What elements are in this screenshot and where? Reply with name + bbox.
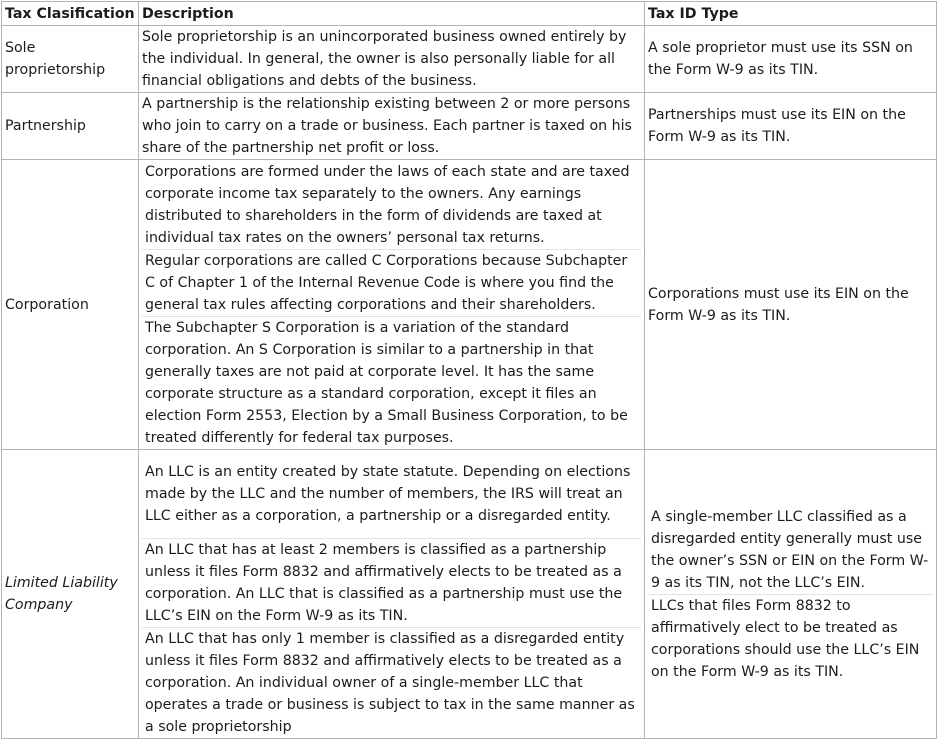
cell-classification-sole: Sole proprietorship xyxy=(2,26,139,93)
cell-description-partnership: A partnership is the relationship existing between 2 or more persons who join to carry on a trade or business. Each partner is taxed on his share of the partnership net profit or loss. xyxy=(139,93,645,160)
cell-classification-partnership: Partnership xyxy=(2,93,139,160)
llc-description-2: An LLC that has at least 2 members is classified as a partnership unless it files Form 8832 and affirmatively elects to be treated as a corporation. An LLC that is classified as a partnership must use the LLC’s EIN on the Form W-9 as its TIN. xyxy=(142,539,641,628)
corporation-description-2: Regular corporations are called C Corporations because Subchapter C of Chapter 1 of the Internal Revenue Code is where you find the general tax rules affecting corporations and their shareholders. xyxy=(142,250,641,317)
cell-description-llc xyxy=(139,450,645,739)
page xyxy=(0,1,937,741)
table-row-corporation xyxy=(2,160,937,450)
cell-tax-id-llc xyxy=(645,450,937,739)
header-tax-classification: Tax Clasification xyxy=(2,2,139,26)
corporation-description-3: The Subchapter S Corporation is a variation of the standard corporation. An S Corporation is similar to a partnership in that generally taxes are not paid at corporate level. It has the same corporate structure as a standard corporation, except it files an election Form 2553, Election by a Small Business Corporation, to be treated differently for federal tax purposes. xyxy=(145,319,628,446)
llc-tax-id-2: LLCs that files Form 8832 to affirmatively elect to be treated as corporations should use the LLC’s EIN on the Form W-9 as its TIN. xyxy=(651,597,920,680)
header-description: Description xyxy=(139,2,645,26)
header-tax-id-type: Tax ID Type xyxy=(645,2,937,26)
table-row-llc xyxy=(2,450,937,739)
tax-classification-table xyxy=(1,1,937,739)
cell-tax-id-sole: A sole proprietor must use its SSN on the Form W-9 as its TIN. xyxy=(645,26,937,93)
corporation-description-1: Corporations are formed under the laws of each state and are taxed corporate income tax separately to the owners. Any earnings distributed to shareholders in the form of dividends are taxed at individual tax rates on the owners’ personal tax returns. xyxy=(142,161,641,250)
cell-tax-id-corporation: Corporations must use its EIN on the Form W-9 as its TIN. xyxy=(645,160,937,450)
cell-classification-corporation: Corporation xyxy=(2,160,139,450)
cell-description-corporation xyxy=(139,160,645,450)
llc-tax-id-1: A single-member LLC classified as a disregarded entity generally must use the owner’s SSN or EIN on the Form W-9 as its TIN, not the LLC’s EIN. xyxy=(648,506,933,595)
llc-description-1-text: An LLC is an entity created by state statute. Depending on elections made by the LLC and the number of members, the IRS will treat an LLC either as a corporation, a partnership or a disregarded entity. xyxy=(145,464,631,524)
cell-tax-id-partnership: Partnerships must use its EIN on the Form W-9 as its TIN. xyxy=(645,93,937,160)
table-row-sole-proprietorship xyxy=(2,26,937,93)
cell-description-sole: Sole proprietorship is an unincorporated business owned entirely by the individual. In general, the owner is also personally liable for all financial obligations and debts of the business. xyxy=(139,26,645,93)
table-row-partnership xyxy=(2,93,937,160)
llc-description-1 xyxy=(142,450,641,539)
header-row xyxy=(2,2,937,26)
cell-classification-llc: Limited Liability Company xyxy=(2,450,139,739)
llc-description-3: An LLC that has only 1 member is classified as a disregarded entity unless it files Form 8832 and affirmatively elects to be treated as a corporation. An individual owner of a single-member LLC that operates a trade or business is subject to tax in the same manner as a sole proprietorship xyxy=(145,631,635,735)
